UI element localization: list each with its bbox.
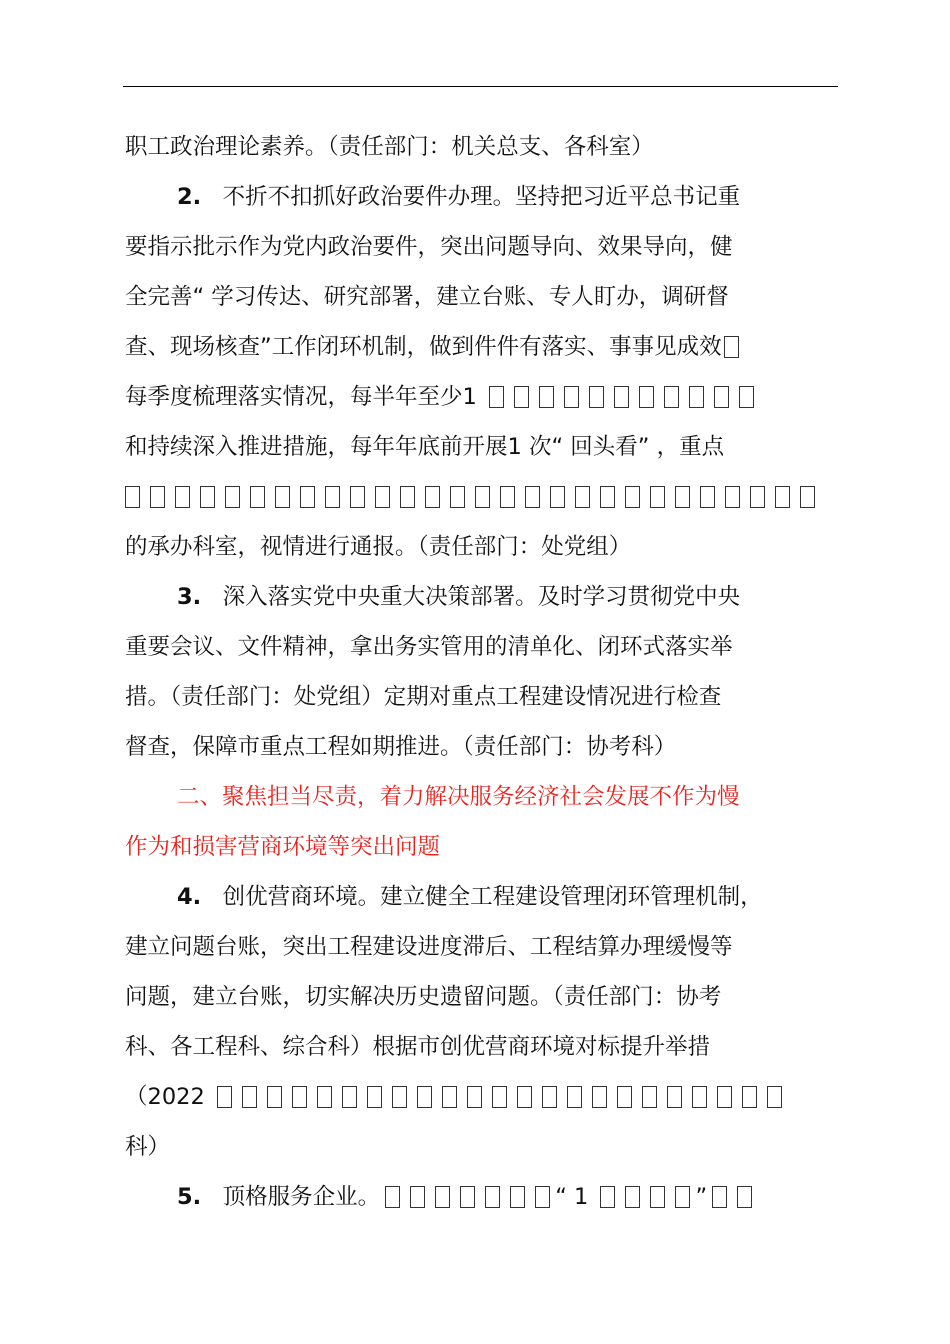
missing-glyph-row: [380, 1184, 555, 1210]
text-line-9: 的承办科室，视情进行通报。（责任部门：处党组）: [125, 534, 632, 560]
text-line-7: 和持续深入推进措施，每年年底前开展1 次“ 回头看” ，重点: [125, 434, 725, 460]
text-line-17: 建立问题台账，突出工程建设进度滞后、工程结算办理缓慢等: [125, 934, 733, 960]
text-line-20: （2022: [125, 1080, 837, 1114]
item-2-line: 2. 不折不扣抓好政治要件办理。坚持把习近平总书记重: [177, 184, 741, 210]
text-line-21: 科）: [125, 1134, 171, 1160]
header-rule: [123, 86, 838, 87]
item-number-4: 4.: [177, 884, 202, 910]
text-line-3: 要指示批示作为党内政治要件，突出问题导向、效果导向，健: [125, 234, 733, 260]
text-line-5: 查、现场核查”工作闭环机制，做到件件有落实、事事见成效: [125, 330, 837, 364]
text-line-1: 职工政治理论素养。（责任部门：机关总支、各科室）: [125, 134, 654, 160]
item-number-5: 5.: [177, 1184, 202, 1210]
item-4-line: 4. 创优营商环境。建立健全工程建设管理闭环管理机制，: [177, 884, 763, 910]
text-line-13: 督查，保障市重点工程如期推进。（责任部门：协考科）: [125, 734, 677, 760]
text-line-8: [125, 480, 837, 514]
missing-glyph-row: [484, 384, 759, 410]
item-number-2: 2.: [177, 184, 202, 210]
missing-glyph-row: [212, 1084, 787, 1110]
missing-glyph-row: [707, 1184, 757, 1210]
section-heading-line-2: 作为和损害营商环境等突出问题: [125, 834, 441, 860]
text-line-4: 全完善“ 学习传达、研究部署，建立台账、专人盯办，调研督: [125, 284, 729, 310]
missing-glyph-box: [724, 336, 739, 358]
item-3-line: 3. 深入落实党中央重大决策部署。及时学习贯彻党中央: [177, 584, 741, 610]
text-line-12: 措。（责任部门：处党组）定期对重点工程建设情况进行检查: [125, 684, 722, 710]
text-line-11: 重要会议、文件精神，拿出务实管用的清单化、闭环式落实举: [125, 634, 733, 660]
missing-glyph-row: [125, 484, 820, 510]
missing-glyph-row: [595, 1184, 695, 1210]
text-line-6: 每季度梳理落实情况，每半年至少1: [125, 380, 837, 414]
item-5-line: 5. 顶格服务企业。 “ 1 ”: [177, 1180, 837, 1214]
item-number-3: 3.: [177, 584, 202, 610]
text-line-18: 问题，建立台账，切实解决历史遗留问题。（责任部门：协考: [125, 984, 722, 1010]
text-line-19: 科、各工程科、综合科）根据市创优营商环境对标提升举措: [125, 1034, 711, 1060]
section-heading-line-1: 二、聚焦担当尽责，着力解决服务经济社会发展不作为慢: [177, 784, 740, 810]
